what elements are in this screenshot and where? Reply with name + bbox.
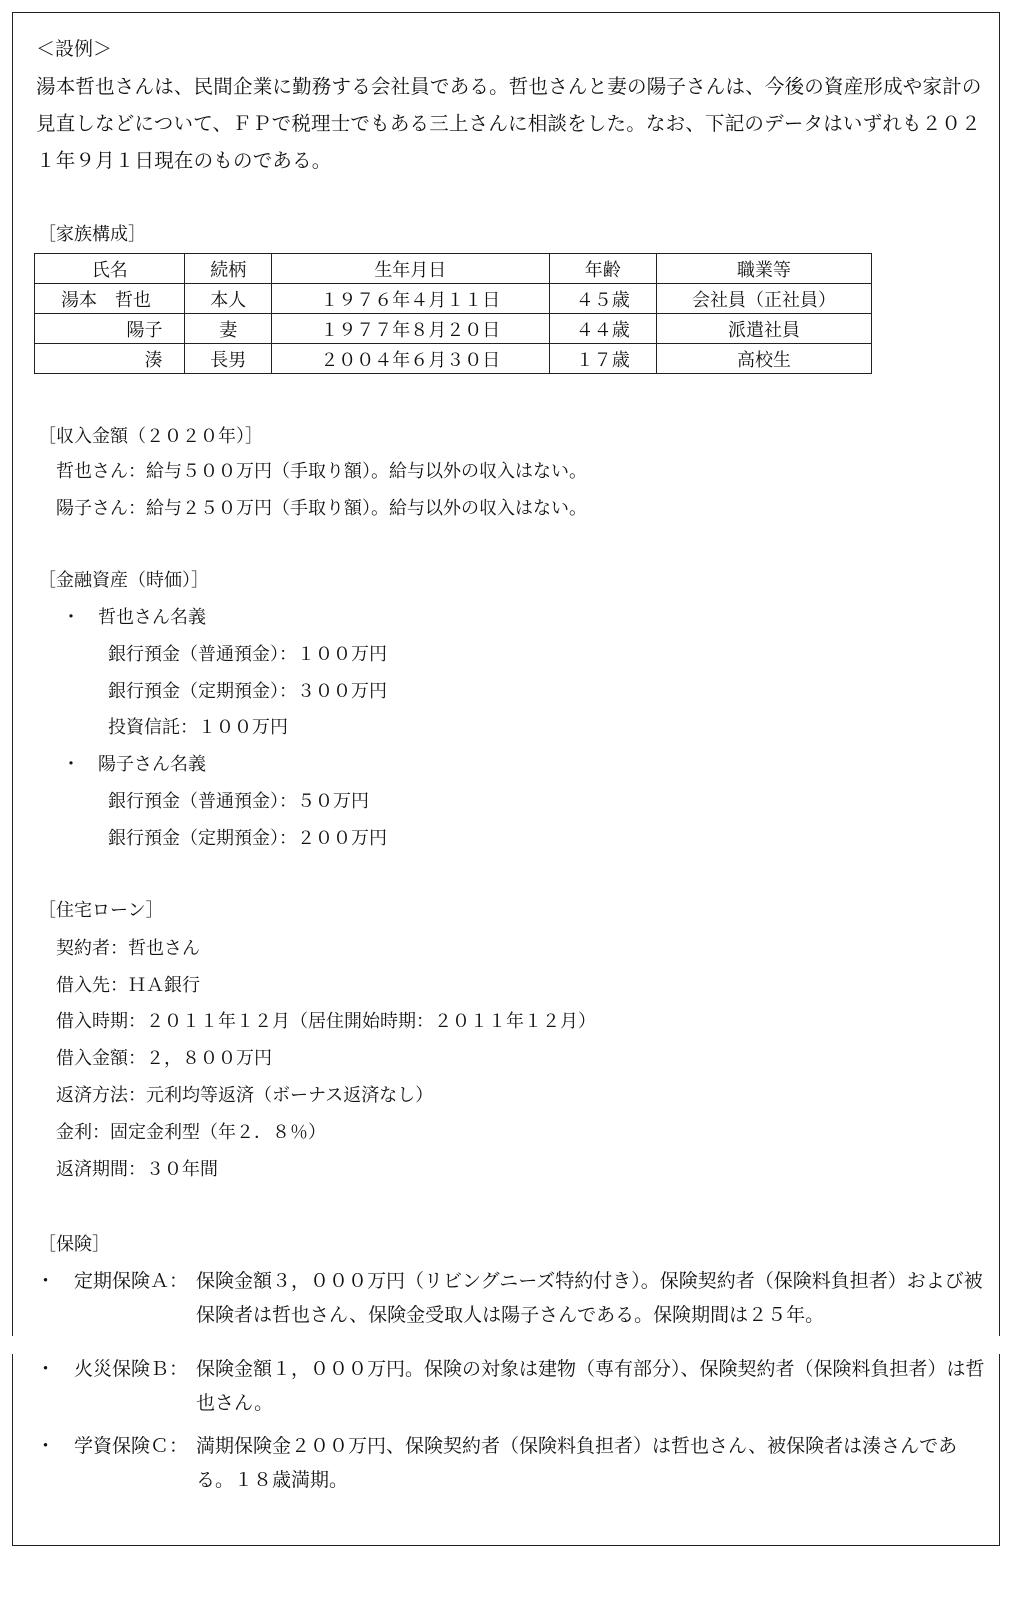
table-row <box>35 314 872 344</box>
income-line: 陽子さん：給与２５０万円（手取り額）。給与以外の収入はない。 <box>56 498 587 519</box>
cell-occupation: 会社員（正社員） <box>657 284 872 314</box>
family-table <box>34 253 872 374</box>
loan-heading: ［住宅ローン］ <box>38 900 164 921</box>
cell-occupation: 高校生 <box>657 344 872 374</box>
income-heading: ［収入金額（２０２０年）］ <box>38 426 263 447</box>
loan-line: 金利：固定金利型（年２．８％） <box>56 1122 326 1143</box>
cell-relation: 本人 <box>185 284 272 314</box>
cell-birthdate: １９７７年８月２０日 <box>272 314 549 344</box>
cell-name: 湊 <box>35 344 185 374</box>
asset-owner: ・ 哲也さん名義 <box>62 607 206 628</box>
asset-owner: ・ 陽子さん名義 <box>62 754 206 775</box>
asset-item: 銀行預金（定期預金）：３００万円 <box>108 681 387 702</box>
income-line: 哲也さん：給与５００万円（手取り額）。給与以外の収入はない。 <box>56 461 587 482</box>
header-age: 年齢 <box>549 254 656 284</box>
family-heading: ［家族構成］ <box>38 224 146 245</box>
cell-age: １７歳 <box>549 344 656 374</box>
insurance-label: ・ 学資保険Ｃ： <box>36 1435 189 1457</box>
header-relation: 続柄 <box>185 254 272 284</box>
asset-item: 投資信託：１００万円 <box>108 717 288 738</box>
insurance-label: ・ 火災保険Ｂ： <box>36 1358 189 1380</box>
cell-birthdate: ２００４年６月３０日 <box>272 344 549 374</box>
table-header-row <box>35 254 872 284</box>
table-row <box>35 344 872 374</box>
insurance-label: ・ 定期保険Ａ： <box>36 1270 189 1292</box>
asset-item: 銀行預金（普通預金）：１００万円 <box>108 644 387 665</box>
cell-name: 湯本 哲也 <box>35 284 185 314</box>
table-row <box>35 284 872 314</box>
header-occupation: 職業等 <box>657 254 872 284</box>
loan-line: 借入金額：２，８００万円 <box>56 1048 272 1069</box>
setting-title: ＜設例＞ <box>36 38 113 60</box>
cell-age: ４５歳 <box>549 284 656 314</box>
cell-relation: 妻 <box>185 314 272 344</box>
loan-line: 借入先：ＨＡ銀行 <box>56 975 200 996</box>
intro-paragraph: 湯本哲也さんは、民間企業に勤務する会社員である。哲也さんと妻の陽子さんは、今後の資産形成や家計の見直しなどについて、ＦＰで税理士でもある三上さんに相談をした。なお、下記のデータはいずれも２０２１年９月１日現在のものである。 <box>36 75 982 172</box>
loan-line: 返済期間：３０年間 <box>56 1159 218 1180</box>
insurance-text: 満期保険金２００万円、保険契約者（保険料負担者）は哲也さん、被保険者は湊さんである。１８歳満期。 <box>196 1435 958 1491</box>
cell-occupation: 派遣社員 <box>657 314 872 344</box>
cell-relation: 長男 <box>185 344 272 374</box>
insurance-text: 保険金額３，０００万円（リビングニーズ特約付き）。保険契約者（保険料負担者）および被保険者は哲也さん、保険金受取人は陽子さんである。保険期間は２５年。 <box>196 1270 983 1326</box>
loan-line: 借入時期：２０１１年１２月（居住開始時期：２０１１年１２月） <box>56 1011 596 1032</box>
asset-item: 銀行預金（普通預金）：５０万円 <box>108 791 369 812</box>
assets-heading: ［金融資産（時価）］ <box>38 570 209 591</box>
insurance-text: 保険金額１，０００万円。保険の対象は建物（専有部分）、保険契約者（保険料負担者）は哲也さん。 <box>196 1358 985 1414</box>
cell-age: ４４歳 <box>549 314 656 344</box>
insurance-heading: ［保険］ <box>38 1234 110 1255</box>
cell-birthdate: １９７６年４月１１日 <box>272 284 549 314</box>
loan-line: 契約者：哲也さん <box>56 938 200 959</box>
loan-line: 返済方法：元利均等返済（ボーナス返済なし） <box>56 1085 434 1106</box>
header-birthdate: 生年月日 <box>272 254 549 284</box>
header-name: 氏名 <box>35 254 185 284</box>
cell-name: 陽子 <box>35 314 185 344</box>
asset-item: 銀行預金（定期預金）：２００万円 <box>108 828 387 849</box>
